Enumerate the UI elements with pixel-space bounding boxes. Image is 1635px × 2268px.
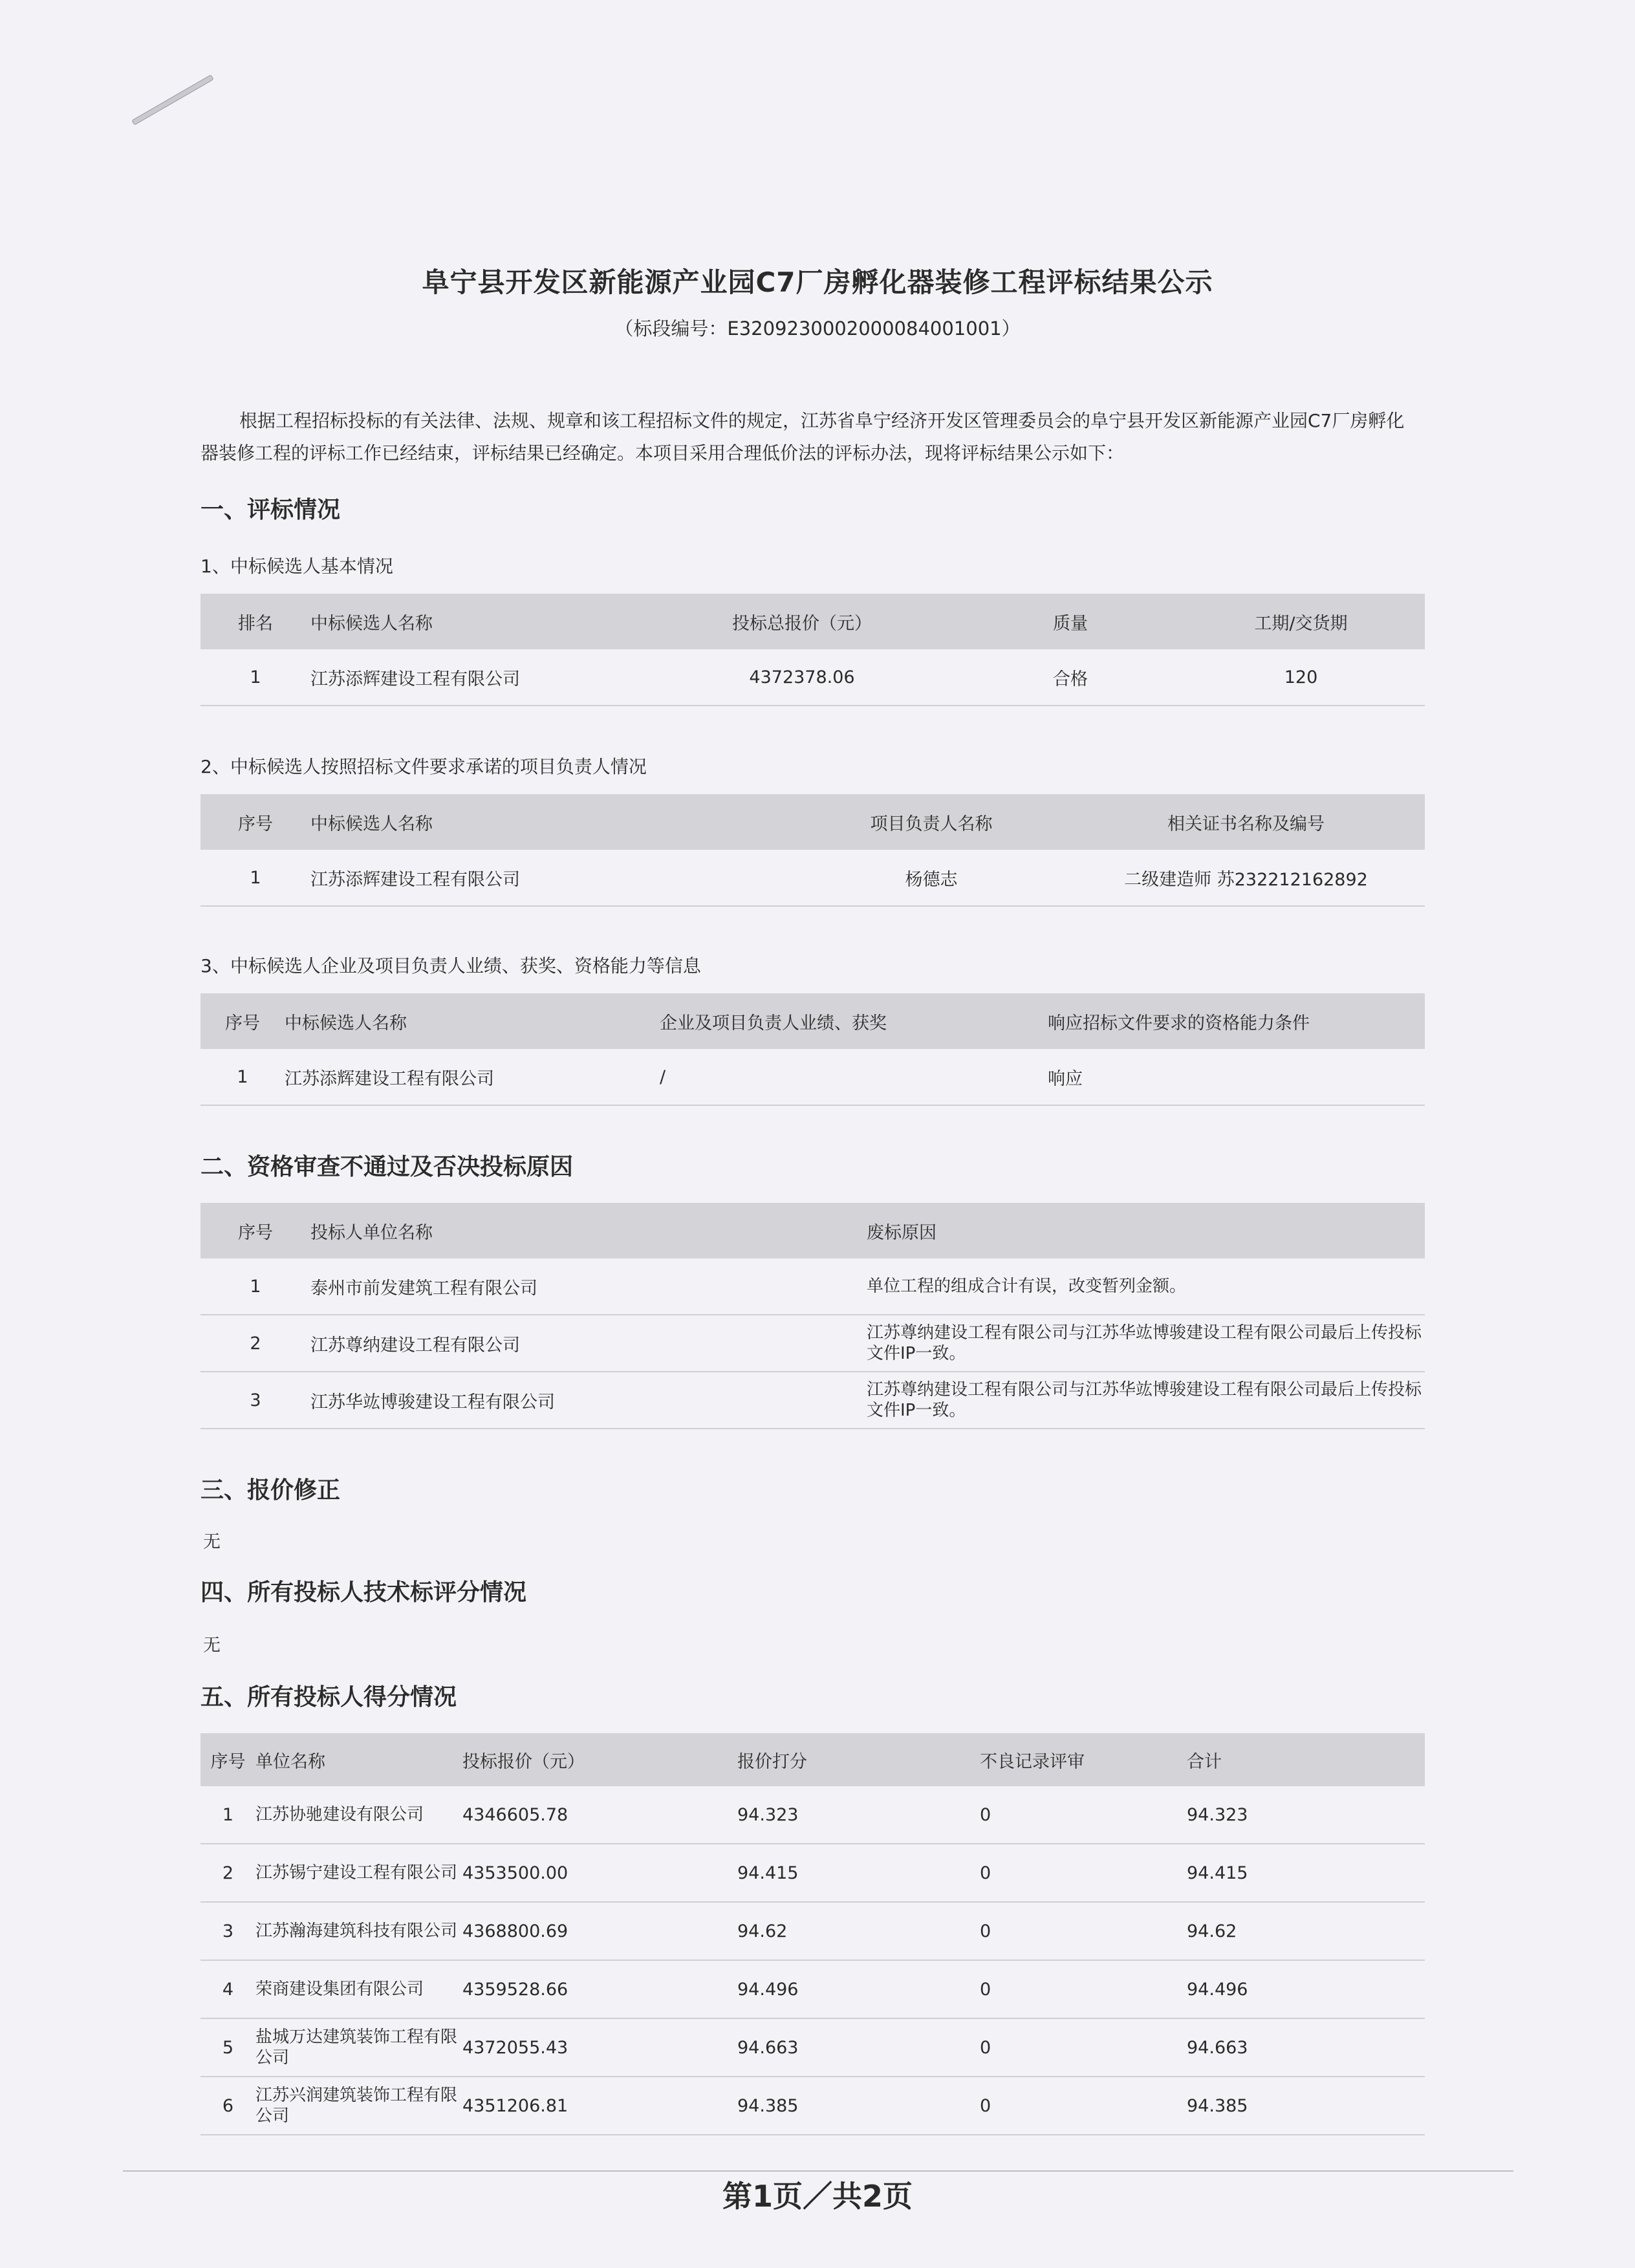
table-cell: 江苏添辉建设工程有限公司: [285, 1049, 660, 1105]
sub2-heading: 2、中标候选人按照招标文件要求承诺的项目负责人情况: [200, 756, 647, 777]
header-cell: 质量: [964, 594, 1177, 649]
table-cell: 江苏兴润建筑装饰工程有限公司: [255, 2077, 462, 2135]
table-cell: 1: [200, 1786, 255, 1844]
table-cell: 94.323: [737, 1786, 980, 1844]
table-cell: 4346605.78: [462, 1786, 737, 1844]
section3-body: 无: [203, 1532, 221, 1552]
intro-paragraph: 根据工程招标投标的有关法律、法规、规章和该工程招标文件的规定，江苏省阜宁经济开发区管理委员会的阜宁县开发区新能源产业园C7厂房孵化器装修工程的评标工作已经结束，评标结果已经确定。本项目采用合理低价法的评标办法，现将评标结果公示如下：: [200, 410, 1405, 464]
table-cell: 江苏添辉建设工程有限公司: [310, 850, 796, 906]
table-cell: 单位工程的组成合计有误，改变暂列金额。: [867, 1258, 1425, 1315]
table-cell: 江苏瀚海建筑科技有限公司: [255, 1902, 462, 1960]
header-cell: 序号: [200, 1203, 310, 1258]
section3-heading: 三、报价修正: [200, 1477, 341, 1504]
table-cell: 0: [980, 1902, 1187, 1960]
table-cell: 4372055.43: [462, 2018, 737, 2077]
table-cell: /: [660, 1049, 1048, 1105]
table-cell: 4: [200, 1960, 255, 2018]
page-title: 阜宁县开发区新能源产业园C7厂房孵化器装修工程评标结果公示: [422, 266, 1213, 298]
header-cell: 响应招标文件要求的资格能力条件: [1048, 993, 1425, 1049]
table-row: [200, 2018, 1425, 2077]
rejection-table: [200, 1203, 1425, 1429]
table-cell: 3: [200, 1902, 255, 1960]
table-cell: 江苏尊纳建设工程有限公司: [310, 1315, 867, 1372]
table-cell: 94.415: [737, 1844, 980, 1902]
table-row: [200, 850, 1425, 906]
table-cell: 0: [980, 1960, 1187, 2018]
table-cell: 4368800.69: [462, 1902, 737, 1960]
header-cell: 不良记录评审: [980, 1733, 1187, 1786]
table-cell: 94.385: [737, 2077, 980, 2135]
candidate-table: [200, 594, 1425, 706]
header-cell: 工期/交货期: [1177, 594, 1425, 649]
table-row: [200, 649, 1425, 706]
table-cell: 94.415: [1187, 1844, 1425, 1902]
table-cell: 响应: [1048, 1049, 1425, 1105]
table-cell: 1: [200, 850, 310, 906]
table-cell: 120: [1177, 649, 1425, 706]
table-cell: 二级建造师 苏232212162892: [1067, 850, 1425, 906]
header-cell: 投标总报价（元）: [640, 594, 964, 649]
table-cell: 2: [200, 1844, 255, 1902]
header-cell: 报价打分: [737, 1733, 980, 1786]
table-header-row: [200, 594, 1425, 649]
table-cell: 4372378.06: [640, 649, 964, 706]
table-row: [200, 1372, 1425, 1429]
table-row: [200, 1902, 1425, 1960]
header-cell: 单位名称: [255, 1733, 462, 1786]
table-cell: 5: [200, 2018, 255, 2077]
table-cell: 94.62: [1187, 1902, 1425, 1960]
table-row: [200, 2077, 1425, 2135]
section-code: （标段编号：E3209230002000084001001）: [614, 318, 1021, 340]
table-header-row: [200, 794, 1425, 850]
page-number: 第1页／共2页: [722, 2179, 913, 2214]
table-cell: 94.663: [1187, 2018, 1425, 2077]
section5-heading: 五、所有投标人得分情况: [200, 1684, 457, 1711]
header-cell: 中标候选人名称: [285, 993, 660, 1049]
sub3-heading: 3、中标候选人企业及项目负责人业绩、获奖、资格能力等信息: [200, 955, 701, 977]
table-cell: 2: [200, 1315, 310, 1372]
table-cell: 4353500.00: [462, 1844, 737, 1902]
header-cell: 序号: [200, 794, 310, 850]
header-cell: 投标报价（元）: [462, 1733, 737, 1786]
table-cell: 杨德志: [796, 850, 1067, 906]
table-cell: 94.323: [1187, 1786, 1425, 1844]
table-cell: 94.663: [737, 2018, 980, 2077]
table-cell: 0: [980, 2077, 1187, 2135]
table-row: [200, 1786, 1425, 1844]
table-cell: 1: [200, 1049, 285, 1105]
table-row: [200, 1049, 1425, 1105]
table-row: [200, 1960, 1425, 2018]
qualification-table: [200, 993, 1425, 1106]
section2-heading: 二、资格审查不通过及否决投标原因: [200, 1154, 574, 1180]
table-cell: 4351206.81: [462, 2077, 737, 2135]
header-cell: 企业及项目负责人业绩、获奖: [660, 993, 1048, 1049]
header-cell: 废标原因: [867, 1203, 1425, 1258]
table-cell: 盐城万达建筑装饰工程有限公司: [255, 2018, 462, 2077]
header-cell: 项目负责人名称: [796, 794, 1067, 850]
header-cell: 序号: [200, 1733, 255, 1786]
table-header-row: [200, 993, 1425, 1049]
table-cell: 泰州市前发建筑工程有限公司: [310, 1258, 867, 1315]
footer-divider: [123, 2170, 1513, 2172]
table-cell: 江苏锡宁建设工程有限公司: [255, 1844, 462, 1902]
table-cell: 1: [200, 649, 310, 706]
header-cell: 中标候选人名称: [310, 794, 796, 850]
table-cell: 94.385: [1187, 2077, 1425, 2135]
header-cell: 投标人单位名称: [310, 1203, 867, 1258]
table-cell: 3: [200, 1372, 310, 1429]
header-cell: 合计: [1187, 1733, 1425, 1786]
table-cell: 0: [980, 1844, 1187, 1902]
table-cell: 江苏尊纳建设工程有限公司与江苏华竑博骏建设工程有限公司最后上传投标文件IP一致。: [867, 1315, 1425, 1372]
table-cell: 94.496: [1187, 1960, 1425, 2018]
section4-heading: 四、所有投标人技术标评分情况: [200, 1579, 527, 1606]
table-cell: 6: [200, 2077, 255, 2135]
table-cell: 江苏协驰建设有限公司: [255, 1786, 462, 1844]
score-table: [200, 1733, 1425, 2135]
staple-mark: [131, 74, 213, 125]
header-cell: 序号: [200, 993, 285, 1049]
table-cell: 江苏华竑博骏建设工程有限公司: [310, 1372, 867, 1429]
sub1-heading: 1、中标候选人基本情况: [200, 556, 393, 577]
header-cell: 相关证书名称及编号: [1067, 794, 1425, 850]
table-cell: 94.496: [737, 1960, 980, 2018]
header-cell: 中标候选人名称: [310, 594, 640, 649]
table-cell: 94.62: [737, 1902, 980, 1960]
table-header-row: [200, 1733, 1425, 1786]
manager-table: [200, 794, 1425, 907]
table-cell: 江苏尊纳建设工程有限公司与江苏华竑博骏建设工程有限公司最后上传投标文件IP一致。: [867, 1372, 1425, 1429]
table-row: [200, 1844, 1425, 1902]
table-row: [200, 1315, 1425, 1372]
section4-body: 无: [203, 1636, 221, 1656]
table-cell: 合格: [964, 649, 1177, 706]
table-cell: 0: [980, 1786, 1187, 1844]
table-header-row: [200, 1203, 1425, 1258]
section1-heading: 一、评标情况: [200, 497, 341, 523]
table-cell: 1: [200, 1258, 310, 1315]
table-cell: 4359528.66: [462, 1960, 737, 2018]
table-cell: 荣商建设集团有限公司: [255, 1960, 462, 2018]
header-cell: 排名: [200, 594, 310, 649]
table-cell: 江苏添辉建设工程有限公司: [310, 649, 640, 706]
table-cell: 0: [980, 2018, 1187, 2077]
table-row: [200, 1258, 1425, 1315]
